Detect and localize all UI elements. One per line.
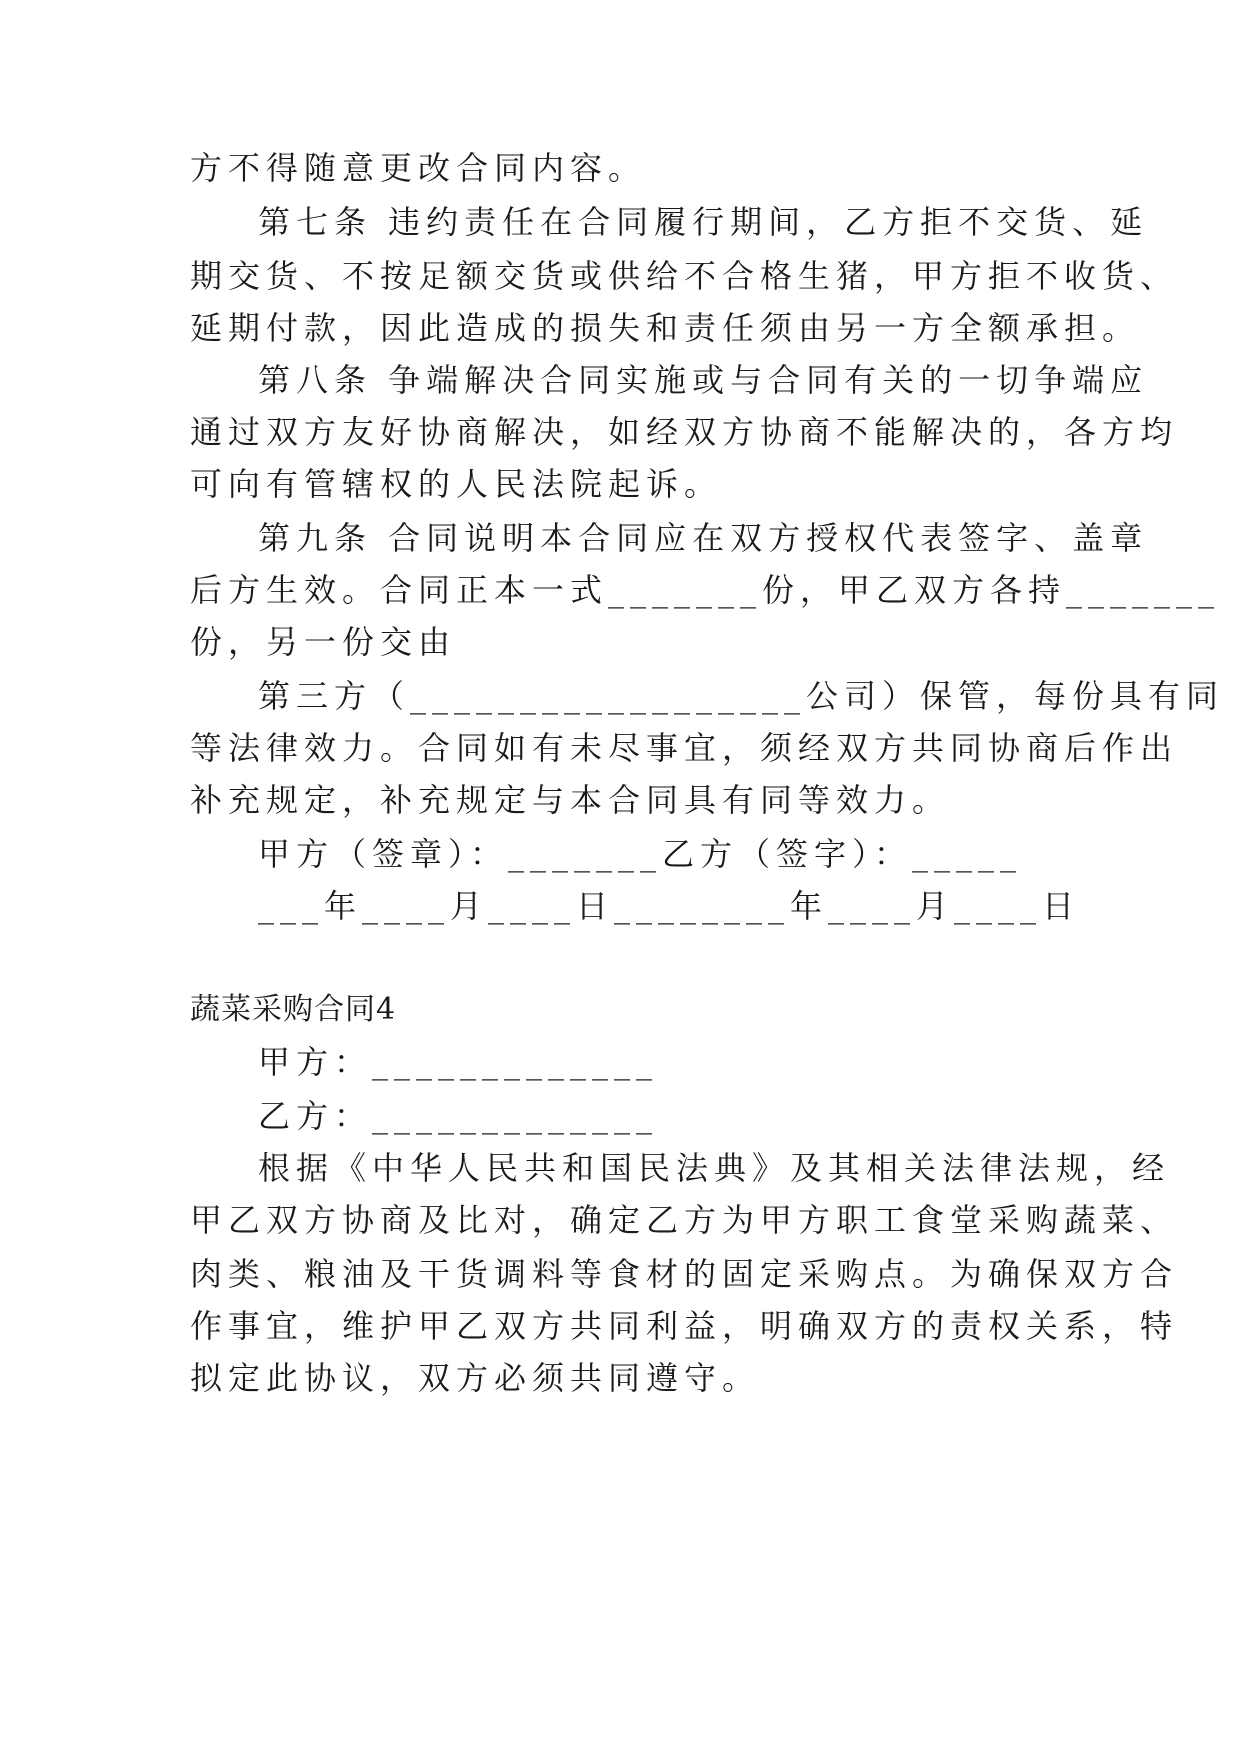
paragraph-line: 后方生效。合同正本一式_______份，甲乙双方各持_______ [190,571,1221,609]
paragraph-line: 拟定此协议，双方必须共同遵守。 [190,1359,761,1397]
paragraph-line: 期交货、不按足额交货或供给不合格生猪，甲方拒不收货、 [190,257,1179,295]
clause-7-line: 第七条 违约责任在合同履行期间，乙方拒不交货、延 [258,203,1149,241]
paragraph-line: 可向有管辖权的人民法院起诉。 [190,465,723,503]
clause-9-line: 第九条 合同说明本合同应在双方授权代表签字、盖章 [258,519,1149,557]
party-b-line: 乙方：_____________ [258,1097,659,1135]
preamble-line: 根据《中华人民共和国民法典》及其相关法律法规，经 [258,1149,1171,1187]
paragraph-line: 方不得随意更改合同内容。 [190,149,647,187]
paragraph-line: 作事宜，维护甲乙双方共同利益，明确双方的责权关系，特 [190,1307,1179,1345]
contract-title: 蔬菜采购合同4 [190,992,397,1027]
paragraph-line: 甲乙双方协商及比对，确定乙方为甲方职工食堂采购蔬菜、 [190,1201,1179,1239]
party-a-line: 甲方：_____________ [258,1043,659,1081]
date-line: ___年____月____日________年____月____日 [258,887,1081,925]
paragraph-line: 等法律效力。合同如有未尽事宜，须经双方共同协商后作出 [190,729,1179,767]
paragraph-line: 通过双方友好协商解决，如经双方协商不能解决的，各方均 [190,413,1179,451]
paragraph-line: 延期付款，因此造成的损失和责任须由另一方全额承担。 [190,309,1141,347]
clause-8-line: 第八条 争端解决合同实施或与合同有关的一切争端应 [258,361,1149,399]
paragraph-line: 份，另一份交由 [190,623,457,661]
paragraph-line: 肉类、粮油及干货调料等食材的固定采购点。为确保双方合 [190,1255,1179,1293]
paragraph-line: 补充规定，补充规定与本合同具有同等效力。 [190,781,951,819]
signature-line: 甲方（签章）：_______乙方（签字）：_____ [258,835,1023,873]
paragraph-line: 第三方（__________________公司）保管，每份具有同 [258,677,1225,715]
